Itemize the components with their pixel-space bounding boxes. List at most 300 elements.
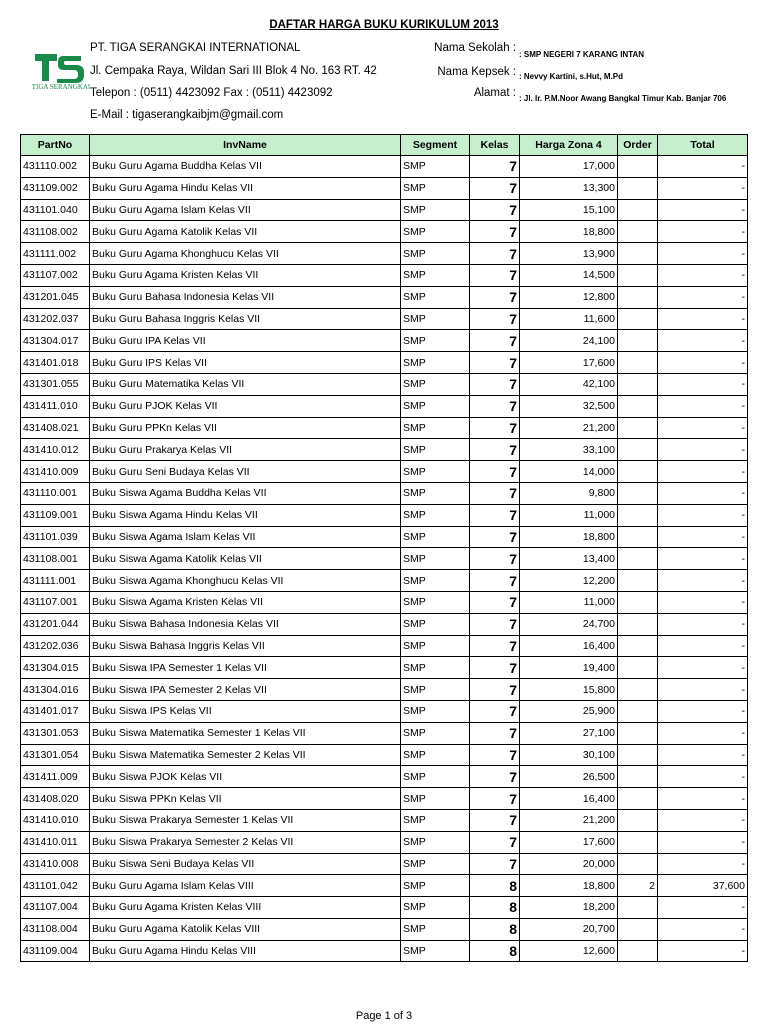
- cell-order[interactable]: [618, 526, 658, 548]
- cell-partno: 431410.012: [21, 439, 90, 461]
- cell-partno: 431401.018: [21, 352, 90, 374]
- cell-partno: 431107.004: [21, 897, 90, 919]
- cell-harga: 27,100: [520, 722, 618, 744]
- table-row: [21, 657, 748, 679]
- table-row: [21, 286, 748, 308]
- table-row: [21, 548, 748, 570]
- cell-total: -: [658, 221, 748, 243]
- cell-kelas: 7: [470, 352, 520, 374]
- cell-kelas: 7: [470, 613, 520, 635]
- table-row: [21, 570, 748, 592]
- cell-harga: 16,400: [520, 635, 618, 657]
- cell-harga: 18,800: [520, 221, 618, 243]
- cell-kelas: 7: [470, 221, 520, 243]
- cell-kelas: 7: [470, 788, 520, 810]
- table-row: [21, 766, 748, 788]
- cell-total: -: [658, 570, 748, 592]
- nama-kepsek-value: : Nevvy Kartini, s.Hut, M.Pd: [519, 72, 624, 81]
- cell-partno: 431110.002: [21, 156, 90, 178]
- cell-harga: 17,600: [520, 352, 618, 374]
- nama-sekolah-label: Nama Sekolah :: [434, 42, 516, 54]
- cell-partno: 431201.045: [21, 286, 90, 308]
- cell-kelas: 7: [470, 504, 520, 526]
- table-row: [21, 461, 748, 483]
- cell-total: -: [658, 199, 748, 221]
- cell-partno: 431410.009: [21, 461, 90, 483]
- cell-kelas: 7: [470, 809, 520, 831]
- cell-segment: SMP: [401, 722, 470, 744]
- cell-harga: 21,200: [520, 417, 618, 439]
- cell-partno: 431109.001: [21, 504, 90, 526]
- cell-harga: 12,200: [520, 570, 618, 592]
- cell-segment: SMP: [401, 570, 470, 592]
- cell-invname: Buku Siswa Prakarya Semester 1 Kelas VII: [90, 809, 401, 831]
- cell-order[interactable]: [618, 918, 658, 940]
- cell-total: -: [658, 352, 748, 374]
- table-row: [21, 199, 748, 221]
- cell-order[interactable]: [618, 548, 658, 570]
- cell-partno: 431408.020: [21, 788, 90, 810]
- cell-harga: 18,800: [520, 875, 618, 897]
- cell-order[interactable]: [618, 766, 658, 788]
- cell-invname: Buku Siswa PPKn Kelas VII: [90, 788, 401, 810]
- cell-order[interactable]: [618, 156, 658, 178]
- cell-total: -: [658, 286, 748, 308]
- cell-kelas: 7: [470, 744, 520, 766]
- cell-order[interactable]: [618, 395, 658, 417]
- cell-total: -: [658, 308, 748, 330]
- nama-kepsek-label: Nama Kepsek :: [437, 66, 516, 78]
- table-row: [21, 177, 748, 199]
- cell-kelas: 7: [470, 439, 520, 461]
- table-body: [21, 156, 748, 962]
- cell-kelas: 7: [470, 679, 520, 701]
- cell-invname: Buku Guru Matematika Kelas VII: [90, 373, 401, 395]
- table-row: [21, 156, 748, 178]
- cell-order[interactable]: [618, 504, 658, 526]
- cell-partno: 431108.001: [21, 548, 90, 570]
- cell-segment: SMP: [401, 831, 470, 853]
- cell-total: -: [658, 635, 748, 657]
- cell-kelas: 8: [470, 940, 520, 962]
- cell-total: -: [658, 853, 748, 875]
- table-row: [21, 243, 748, 265]
- cell-segment: SMP: [401, 548, 470, 570]
- cell-invname: Buku Guru PJOK Kelas VII: [90, 395, 401, 417]
- cell-total: -: [658, 461, 748, 483]
- cell-order[interactable]: [618, 809, 658, 831]
- cell-segment: SMP: [401, 417, 470, 439]
- cell-partno: 431202.036: [21, 635, 90, 657]
- cell-kelas: 7: [470, 526, 520, 548]
- cell-order[interactable]: [618, 722, 658, 744]
- cell-segment: SMP: [401, 264, 470, 286]
- cell-total: -: [658, 918, 748, 940]
- cell-order[interactable]: [618, 679, 658, 701]
- cell-segment: SMP: [401, 286, 470, 308]
- cell-harga: 12,600: [520, 940, 618, 962]
- logo-caption: TIGA SERANGKAI: [31, 83, 91, 91]
- table-row: [21, 526, 748, 548]
- cell-harga: 17,600: [520, 831, 618, 853]
- cell-order[interactable]: [618, 352, 658, 374]
- cell-invname: Buku Guru Agama Khonghucu Kelas VII: [90, 243, 401, 265]
- cell-order[interactable]: [618, 613, 658, 635]
- cell-segment: SMP: [401, 591, 470, 613]
- cell-kelas: 7: [470, 700, 520, 722]
- cell-harga: 24,700: [520, 613, 618, 635]
- cell-segment: SMP: [401, 352, 470, 374]
- cell-total: -: [658, 809, 748, 831]
- cell-harga: 18,200: [520, 897, 618, 919]
- cell-order[interactable]: [618, 177, 658, 199]
- cell-harga: 20,700: [520, 918, 618, 940]
- cell-harga: 15,800: [520, 679, 618, 701]
- cell-total: -: [658, 788, 748, 810]
- cell-partno: 431304.015: [21, 657, 90, 679]
- cell-invname: Buku Guru Agama Katolik Kelas VII: [90, 221, 401, 243]
- page-number: Page 1 of 3: [355, 1010, 413, 1022]
- cell-partno: 431108.002: [21, 221, 90, 243]
- cell-kelas: 7: [470, 373, 520, 395]
- cell-kelas: 7: [470, 657, 520, 679]
- cell-kelas: 7: [470, 461, 520, 483]
- cell-invname: Buku Siswa Agama Kristen Kelas VII: [90, 591, 401, 613]
- header-order: Order: [618, 135, 658, 156]
- company-email: E-Mail : tigaserangkaibjm@gmail.com: [90, 109, 284, 121]
- cell-harga: 32,500: [520, 395, 618, 417]
- cell-segment: SMP: [401, 526, 470, 548]
- cell-total: -: [658, 264, 748, 286]
- cell-harga: 25,900: [520, 700, 618, 722]
- cell-partno: 431101.042: [21, 875, 90, 897]
- table-row: [21, 395, 748, 417]
- cell-segment: SMP: [401, 766, 470, 788]
- company-phone: Telepon : (0511) 4423092 Fax : (0511) 4423092: [90, 87, 333, 99]
- cell-harga: 13,900: [520, 243, 618, 265]
- cell-segment: SMP: [401, 809, 470, 831]
- cell-total: -: [658, 700, 748, 722]
- table-row: [21, 897, 748, 919]
- cell-kelas: 7: [470, 395, 520, 417]
- cell-harga: 20,000: [520, 853, 618, 875]
- cell-kelas: 7: [470, 308, 520, 330]
- cell-order[interactable]: [618, 700, 658, 722]
- cell-order[interactable]: [618, 897, 658, 919]
- table-row: [21, 679, 748, 701]
- cell-harga: 14,000: [520, 461, 618, 483]
- cell-invname: Buku Guru Agama Buddha Kelas VII: [90, 156, 401, 178]
- cell-invname: Buku Siswa IPS Kelas VII: [90, 700, 401, 722]
- table-row: [21, 308, 748, 330]
- table-row: [21, 875, 748, 897]
- cell-segment: SMP: [401, 330, 470, 352]
- document-title: DAFTAR HARGA BUKU KURIKULUM 2013: [269, 19, 499, 31]
- header-segment: Segment: [401, 135, 470, 156]
- cell-segment: SMP: [401, 221, 470, 243]
- cell-kelas: 7: [470, 591, 520, 613]
- cell-segment: SMP: [401, 243, 470, 265]
- cell-partno: 431301.053: [21, 722, 90, 744]
- cell-segment: SMP: [401, 918, 470, 940]
- cell-segment: SMP: [401, 395, 470, 417]
- cell-partno: 431401.017: [21, 700, 90, 722]
- cell-partno: 431304.016: [21, 679, 90, 701]
- cell-segment: SMP: [401, 744, 470, 766]
- cell-partno: 431108.004: [21, 918, 90, 940]
- header-total: Total: [658, 135, 748, 156]
- cell-partno: 431202.037: [21, 308, 90, 330]
- cell-kelas: 7: [470, 330, 520, 352]
- table-row: [21, 700, 748, 722]
- cell-harga: 42,100: [520, 373, 618, 395]
- cell-segment: SMP: [401, 482, 470, 504]
- cell-partno: 431101.039: [21, 526, 90, 548]
- cell-invname: Buku Siswa Matematika Semester 2 Kelas VII: [90, 744, 401, 766]
- cell-order[interactable]: [618, 831, 658, 853]
- cell-harga: 18,800: [520, 526, 618, 548]
- cell-kelas: 7: [470, 264, 520, 286]
- cell-total: -: [658, 940, 748, 962]
- table-row: [21, 809, 748, 831]
- cell-invname: Buku Siswa PJOK Kelas VII: [90, 766, 401, 788]
- cell-invname: Buku Guru Bahasa Inggris Kelas VII: [90, 308, 401, 330]
- cell-partno: 431101.040: [21, 199, 90, 221]
- cell-total: -: [658, 526, 748, 548]
- cell-order[interactable]: [618, 417, 658, 439]
- cell-total: -: [658, 243, 748, 265]
- cell-invname: Buku Siswa Agama Buddha Kelas VII: [90, 482, 401, 504]
- cell-invname: Buku Guru Agama Kristen Kelas VIII: [90, 897, 401, 919]
- cell-partno: 431111.001: [21, 570, 90, 592]
- cell-harga: 13,400: [520, 548, 618, 570]
- cell-segment: SMP: [401, 373, 470, 395]
- cell-kelas: 7: [470, 766, 520, 788]
- cell-invname: Buku Guru Agama Islam Kelas VIII: [90, 875, 401, 897]
- cell-invname: Buku Guru Agama Katolik Kelas VIII: [90, 918, 401, 940]
- cell-order[interactable]: [618, 330, 658, 352]
- table-row: [21, 373, 748, 395]
- cell-total: -: [658, 330, 748, 352]
- cell-partno: 431109.002: [21, 177, 90, 199]
- cell-harga: 15,100: [520, 199, 618, 221]
- cell-kelas: 7: [470, 548, 520, 570]
- cell-kelas: 7: [470, 243, 520, 265]
- cell-kelas: 8: [470, 918, 520, 940]
- cell-kelas: 7: [470, 570, 520, 592]
- cell-order[interactable]: [618, 940, 658, 962]
- cell-total: -: [658, 482, 748, 504]
- cell-harga: 14,500: [520, 264, 618, 286]
- cell-harga: 21,200: [520, 809, 618, 831]
- cell-order[interactable]: [618, 461, 658, 483]
- cell-order[interactable]: 2: [618, 875, 658, 897]
- cell-partno: 431408.021: [21, 417, 90, 439]
- cell-total: -: [658, 679, 748, 701]
- cell-segment: SMP: [401, 308, 470, 330]
- cell-order[interactable]: [618, 373, 658, 395]
- cell-total: -: [658, 744, 748, 766]
- cell-order[interactable]: [618, 439, 658, 461]
- cell-kelas: 7: [470, 177, 520, 199]
- cell-partno: 431107.001: [21, 591, 90, 613]
- cell-segment: SMP: [401, 853, 470, 875]
- cell-order[interactable]: [618, 591, 658, 613]
- cell-harga: 17,000: [520, 156, 618, 178]
- cell-invname: Buku Siswa Bahasa Indonesia Kelas VII: [90, 613, 401, 635]
- cell-kelas: 7: [470, 417, 520, 439]
- cell-kelas: 8: [470, 897, 520, 919]
- cell-harga: 33,100: [520, 439, 618, 461]
- cell-total: -: [658, 722, 748, 744]
- price-table: [20, 134, 748, 962]
- cell-segment: SMP: [401, 788, 470, 810]
- cell-total: -: [658, 417, 748, 439]
- table-row: [21, 635, 748, 657]
- cell-order[interactable]: [618, 657, 658, 679]
- cell-invname: Buku Guru Agama Kristen Kelas VII: [90, 264, 401, 286]
- table-row: [21, 417, 748, 439]
- header-harga: Harga Zona 4: [520, 135, 618, 156]
- cell-segment: SMP: [401, 940, 470, 962]
- company-name: PT. TIGA SERANGKAI INTERNATIONAL: [90, 42, 301, 54]
- cell-total: -: [658, 548, 748, 570]
- cell-partno: 431110.001: [21, 482, 90, 504]
- table-row: [21, 504, 748, 526]
- cell-total: -: [658, 657, 748, 679]
- table-row: [21, 918, 748, 940]
- cell-invname: Buku Siswa Seni Budaya Kelas VII: [90, 853, 401, 875]
- cell-partno: 431301.054: [21, 744, 90, 766]
- cell-segment: SMP: [401, 504, 470, 526]
- cell-order[interactable]: [618, 788, 658, 810]
- cell-total: -: [658, 156, 748, 178]
- cell-order[interactable]: [618, 744, 658, 766]
- cell-invname: Buku Siswa Agama Hindu Kelas VII: [90, 504, 401, 526]
- cell-order[interactable]: [618, 853, 658, 875]
- cell-invname: Buku Guru Prakarya Kelas VII: [90, 439, 401, 461]
- cell-total: -: [658, 591, 748, 613]
- cell-segment: SMP: [401, 156, 470, 178]
- cell-total: -: [658, 766, 748, 788]
- cell-invname: Buku Guru Seni Budaya Kelas VII: [90, 461, 401, 483]
- logo-s-shape: [57, 56, 84, 83]
- cell-invname: Buku Siswa Agama Katolik Kelas VII: [90, 548, 401, 570]
- cell-harga: 26,500: [520, 766, 618, 788]
- cell-total: 37,600: [658, 875, 748, 897]
- cell-order[interactable]: [618, 570, 658, 592]
- cell-order[interactable]: [618, 286, 658, 308]
- cell-total: -: [658, 831, 748, 853]
- cell-invname: Buku Guru Agama Hindu Kelas VIII: [90, 940, 401, 962]
- cell-kelas: 7: [470, 286, 520, 308]
- cell-order[interactable]: [618, 635, 658, 657]
- table-row: [21, 221, 748, 243]
- cell-harga: 13,300: [520, 177, 618, 199]
- table-row: [21, 591, 748, 613]
- cell-segment: SMP: [401, 657, 470, 679]
- cell-harga: 19,400: [520, 657, 618, 679]
- cell-partno: 431410.011: [21, 831, 90, 853]
- cell-invname: Buku Siswa Prakarya Semester 2 Kelas VII: [90, 831, 401, 853]
- cell-segment: SMP: [401, 199, 470, 221]
- cell-harga: 16,400: [520, 788, 618, 810]
- cell-partno: 431201.044: [21, 613, 90, 635]
- cell-kelas: 7: [470, 482, 520, 504]
- cell-partno: 431411.009: [21, 766, 90, 788]
- header-kelas: Kelas: [470, 135, 520, 156]
- cell-kelas: 7: [470, 199, 520, 221]
- cell-kelas: 7: [470, 831, 520, 853]
- alamat-value: : Jl. Ir. P.M.Noor Awang Bangkal Timur Kab. Banjar 706: [519, 94, 727, 103]
- cell-order[interactable]: [618, 243, 658, 265]
- cell-total: -: [658, 439, 748, 461]
- cell-segment: SMP: [401, 875, 470, 897]
- cell-harga: 11,600: [520, 308, 618, 330]
- table-row: [21, 788, 748, 810]
- table-row: [21, 722, 748, 744]
- cell-segment: SMP: [401, 635, 470, 657]
- cell-partno: 431301.055: [21, 373, 90, 395]
- table-row: [21, 264, 748, 286]
- cell-invname: Buku Siswa Matematika Semester 1 Kelas VII: [90, 722, 401, 744]
- cell-segment: SMP: [401, 613, 470, 635]
- cell-order[interactable]: [618, 221, 658, 243]
- cell-partno: 431304.017: [21, 330, 90, 352]
- cell-harga: 11,000: [520, 591, 618, 613]
- cell-invname: Buku Guru Agama Islam Kelas VII: [90, 199, 401, 221]
- logo-t-stem: [42, 54, 49, 81]
- cell-partno: 431410.010: [21, 809, 90, 831]
- table-header-row: [21, 135, 748, 156]
- cell-partno: 431410.008: [21, 853, 90, 875]
- cell-kelas: 7: [470, 635, 520, 657]
- cell-total: -: [658, 613, 748, 635]
- cell-invname: Buku Siswa Agama Islam Kelas VII: [90, 526, 401, 548]
- cell-total: -: [658, 504, 748, 526]
- cell-total: -: [658, 395, 748, 417]
- cell-total: -: [658, 373, 748, 395]
- cell-invname: Buku Guru IPS Kelas VII: [90, 352, 401, 374]
- cell-order[interactable]: [618, 308, 658, 330]
- cell-invname: Buku Guru Bahasa Indonesia Kelas VII: [90, 286, 401, 308]
- cell-partno: 431111.002: [21, 243, 90, 265]
- table-row: [21, 744, 748, 766]
- header-partno: PartNo: [21, 135, 90, 156]
- cell-invname: Buku Guru PPKn Kelas VII: [90, 417, 401, 439]
- cell-order[interactable]: [618, 264, 658, 286]
- table-row: [21, 853, 748, 875]
- cell-order[interactable]: [618, 482, 658, 504]
- table-row: [21, 482, 748, 504]
- cell-kelas: 7: [470, 722, 520, 744]
- alamat-label: Alamat :: [473, 87, 516, 99]
- table-row: [21, 439, 748, 461]
- table-row: [21, 940, 748, 962]
- cell-segment: SMP: [401, 439, 470, 461]
- cell-segment: SMP: [401, 461, 470, 483]
- cell-invname: Buku Siswa Bahasa Inggris Kelas VII: [90, 635, 401, 657]
- cell-segment: SMP: [401, 700, 470, 722]
- cell-invname: Buku Siswa IPA Semester 1 Kelas VII: [90, 657, 401, 679]
- cell-kelas: 7: [470, 853, 520, 875]
- cell-invname: Buku Siswa Agama Khonghucu Kelas VII: [90, 570, 401, 592]
- nama-sekolah-value: : SMP NEGERI 7 KARANG INTAN: [519, 50, 645, 59]
- table-row: [21, 831, 748, 853]
- cell-invname: Buku Guru IPA Kelas VII: [90, 330, 401, 352]
- cell-order[interactable]: [618, 199, 658, 221]
- cell-kelas: 8: [470, 875, 520, 897]
